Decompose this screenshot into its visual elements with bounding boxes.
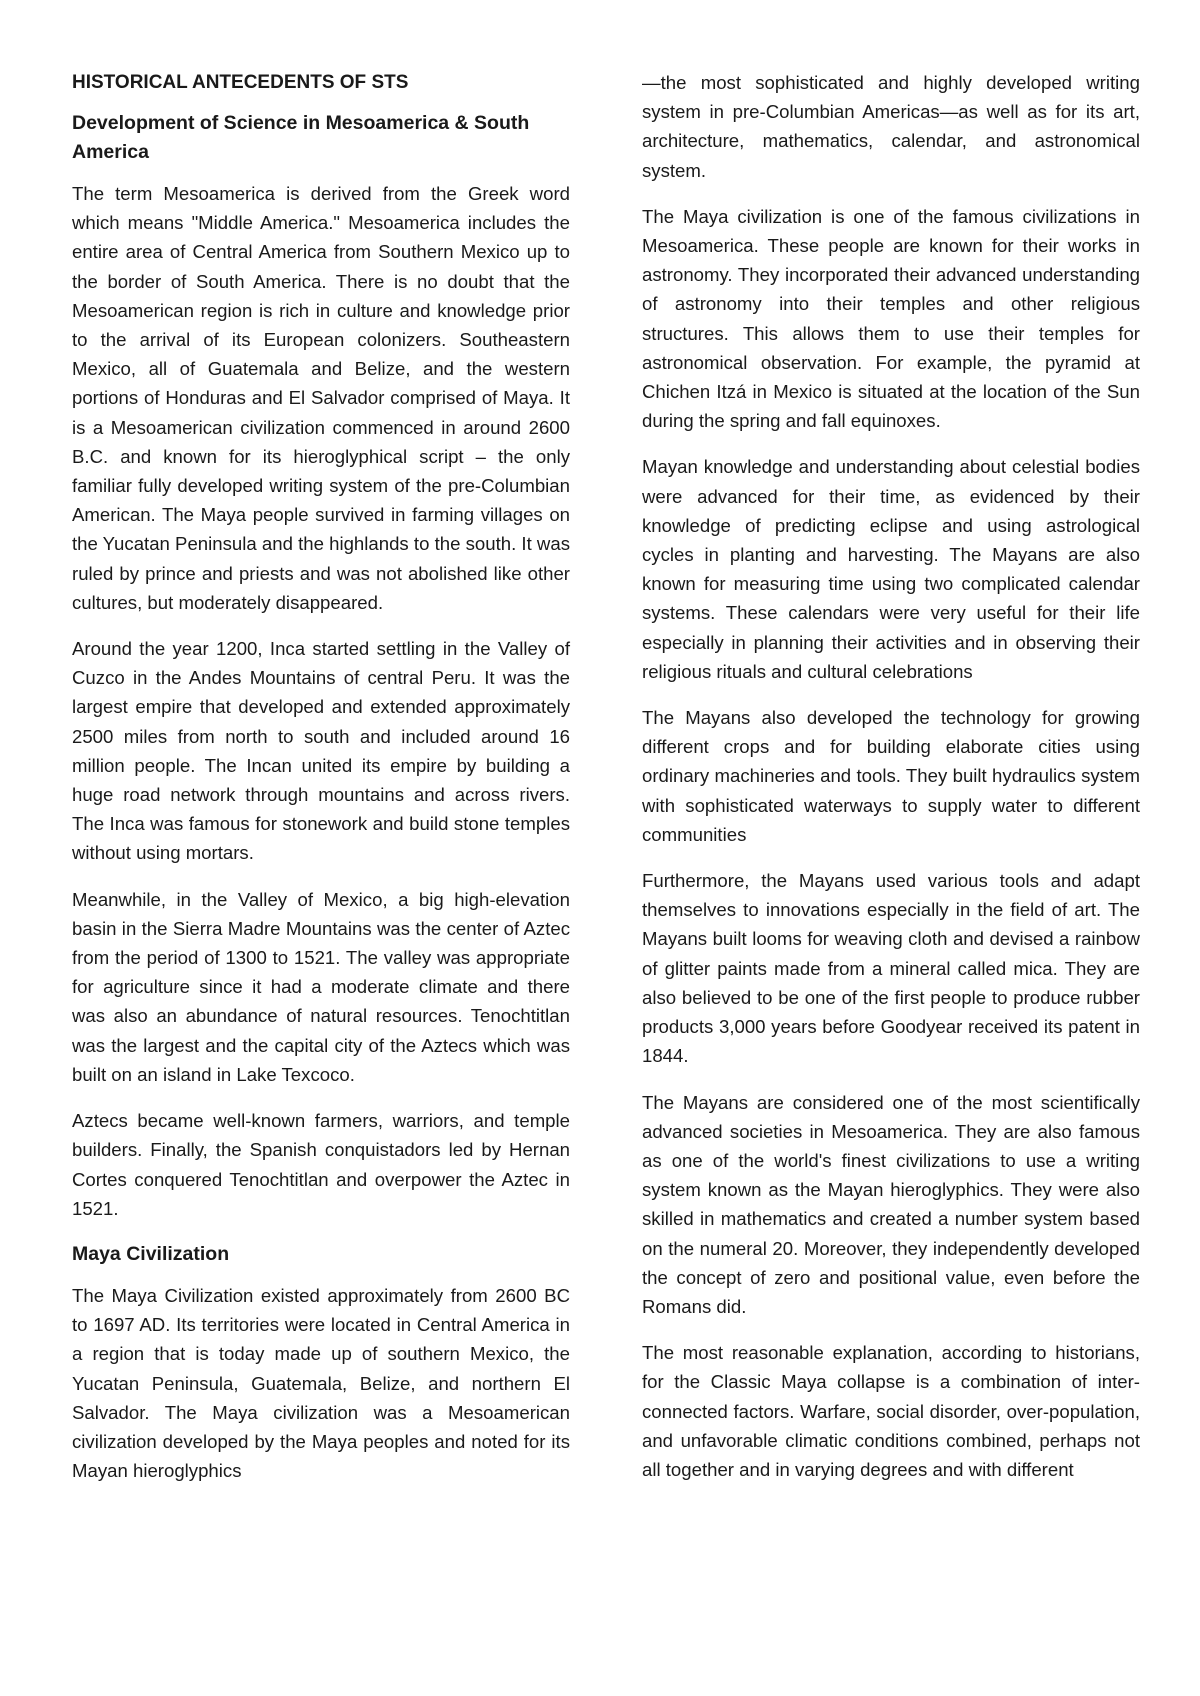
paragraph: Mayan knowledge and understanding about celestial bodies were advanced for their time, as evidenced by their knowledge of predicting eclipse and using astrological cycles in planting and harvesting. The Mayans are also known for measuring time using two complicated calendar systems. These calendars were very useful for their life especially in planning their activities and in observing their religious rituals and cultural celebrations [642,456,1140,682]
paragraph: The Mayans are considered one of the most scientifically advanced societies in Mesoamerica. They are also famous as one of the world's finest civilizations to use a writing system known as the Mayan hieroglyphics. They were also skilled in mathematics and created a number system based on the numeral 20. Moreover, they independently developed the concept of zero and positional value, even before the Romans did. [642,1091,1140,1317]
document-title: HISTORICAL ANTECEDENTS OF STS [72,72,409,93]
left-column [72,68,570,1502]
section-heading-mesoamerica: Development of Science in Mesoamerica & South America [72,112,530,163]
paragraph: Meanwhile, in the Valley of Mexico, a big high-elevation basin in the Sierra Madre Mountains was the center of Aztec from the period of 1300 to 1521. The valley was appropriate for agriculture since it had a moderate climate and there was also an abundance of natural resources. Tenochtitlan was the largest and the capital city of the Aztecs which was built on an island in Lake Texcoco. [72,888,570,1085]
paragraph: Aztecs became well-known farmers, warriors, and temple builders. Finally, the Spanish conquistadors led by Hernan Cortes conquered Tenochtitlan and overpower the Aztec in 1521. [72,1110,570,1219]
paragraph: The Maya civilization is one of the famous civilizations in Mesoamerica. These people are known for their works in astronomy. They incorporated their advanced understanding of astronomy into their temples and other religious structures. This allows them to use their temples for astronomical observation. For example, the pyramid at Chichen Itzá in Mexico is situated at the location of the Sun during the spring and fall equinoxes. [642,205,1140,432]
paragraph: The term Mesoamerica is derived from the Greek word which means "Middle America." Mesoamerica includes the entire area of Central America from Southern Mexico up to the border of South America. There is no doubt that the Mesoamerican region is rich in culture and knowledge prior to the arrival of its European colonizers. Southeastern Mexico, all of Guatemala and Belize, and the western portions of Honduras and El Salvador comprised of Maya. It is a Mesoamerican civilization commenced in around 2600 B.C. and known for its hieroglyphical script – the only familiar fully developed writing system of the pre-Columbian American. The Maya people survived in farming villages on the Yucatan Peninsula and the highlands to the south. It was ruled by prince and priests and was not abolished like other cultures, but moderately disappeared. [72,183,570,613]
paragraph: The most reasonable explanation, according to historians, for the Classic Maya collapse is a combination of inter-connected factors. Warfare, social disorder, over-population, and unfavorable climatic conditions combined, perhaps not all together and in varying degrees and with different [642,1342,1140,1480]
right-column [642,68,1140,1501]
paragraph: The Mayans also developed the technology for growing different crops and for building elaborate cities using ordinary machineries and tools. They built hydraulics system with sophisticated waterways to supply water to different communities [642,707,1140,845]
paragraph: The Maya Civilization existed approximately from 2600 BC to 1697 AD. Its territories were located in Central America in a region that is today made up of southern Mexico, the Yucatan Peninsula, Guatemala, Belize, and northern El Salvador. The Maya civilization was a Mesoamerican civilization developed by the Maya peoples and noted for its Mayan hieroglyphics [72,1284,570,1482]
paragraph: Around the year 1200, Inca started settling in the Valley of Cuzco in the Andes Mountains of central Peru. It was the largest empire that developed and extended approximately 2500 miles from north to south and included around 16 million people. The Incan united its empire by building a huge road network through mountains and across rivers. The Inca was famous for stonework and build stone temples without using mortars. [72,638,570,864]
paragraph: —the most sophisticated and highly developed writing system in pre-Columbian Americas—as well as for its art, architecture, mathematics, calendar, and astronomical system. [642,72,1140,181]
paragraph: Furthermore, the Mayans used various tools and adapt themselves to innovations especially in the field of art. The Mayans built looms for weaving cloth and devised a rainbow of glitter paints made from a mineral called mica. They are also believed to be one of the first people to produce rubber products 3,000 years before Goodyear received its patent in 1844. [642,870,1140,1067]
section-heading-maya-civilization: Maya Civilization [72,1242,230,1265]
